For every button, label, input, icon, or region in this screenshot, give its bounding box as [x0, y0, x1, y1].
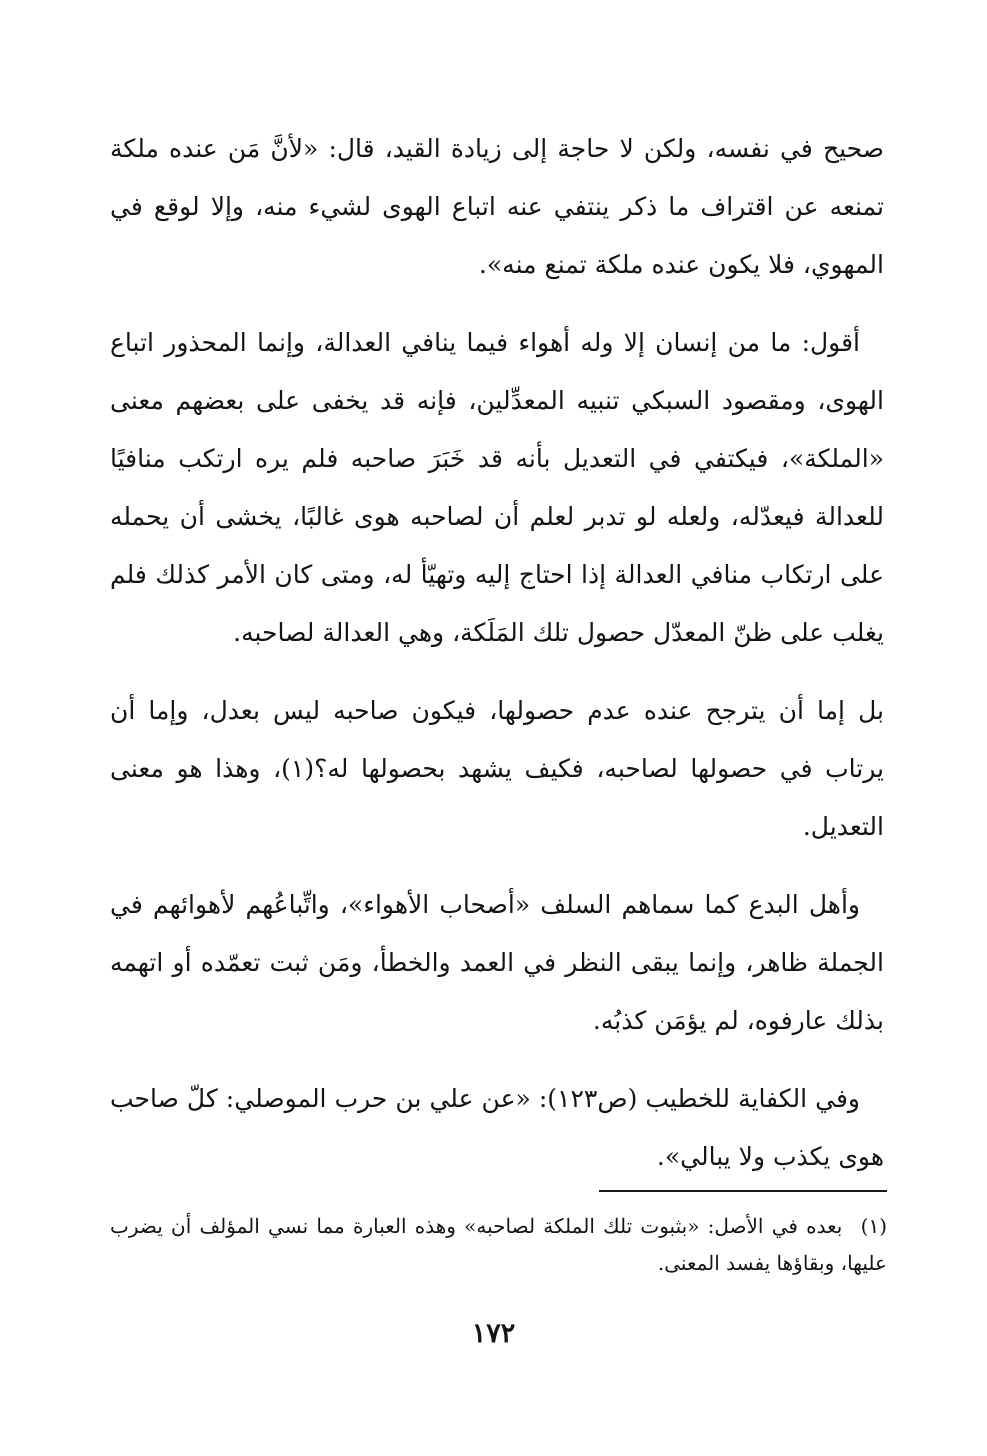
paragraph-bal-imma: بل إما أن يترجح عنده عدم حصولها، فيكون صاحبه ليس بعدل، وإما أن يرتاب في حصولها لصاحبه، فكيف يشهد بحصولها له؟(١)، وهذا هو معنى التعديل.: [110, 696, 885, 841]
paragraph-al-kifaya: وفي الكفاية للخطيب (ص١٢٣): «عن علي بن حرب الموصلي: كلّ صاحب هوى يكذب ولا يبالي».: [110, 1084, 884, 1171]
footnote-separator: [599, 1190, 887, 1192]
paragraph-aqulu: أقول: ما من إنسان إلا وله أهواء فيما ينافي العدالة، وإنما المحذور اتباع الهوى، ومقصود السبكي تنبيه المعدِّلين، فإنه قد يخفى على بعضهم معنى «الملكة»، فيكتفي في التعديل بأنه قد خَبَرَ صاحبه فلم يره ارتكب منافيًا للعدالة فيعدّله، ولعله لو تدبر لعلم أن لصاحبه هوى غالبًا، يخشى أن يحمله على ارتكاب منافي العدالة إذا احتاج إليه وتهيّأ له، ومتى كان الأمر كذلك فلم يغلب على ظنّ المعدّل حصول تلك المَلَكة، وهي العدالة لصاحبه.: [110, 328, 884, 647]
footnote-text: بعده في الأصل: «بثبوت تلك الملكة لصاحبه» وهذه العبارة مما نسي المؤلف أن يضرب عليها، وبقاؤها يفسد المعنى.: [110, 1214, 887, 1275]
page-number: ١٧٢: [471, 1318, 516, 1349]
paragraph-ahl-al-bida: وأهل البدع كما سماهم السلف «أصحاب الأهواء»، واتِّباعُهم لأهوائهم في الجملة ظاهر، وإنما يبقى النظر في العمد والخطأ، ومَن ثبت تعمّده أو اتهمه بذلك عارفوه، لم يؤمَن كذبُه.: [110, 890, 884, 1035]
footnote: [110, 1208, 887, 1282]
footnote-marker: (١): [860, 1214, 887, 1238]
paragraph-continuation: صحيح في نفسه، ولكن لا حاجة إلى زيادة القيد، قال: «لأنَّ مَن عنده ملكة تمنعه عن اقتراف ما ذكر ينتفي عنه اتباع الهوى لشيء منه، وإلا لوقع في المهوي، فلا يكون عنده ملكة تمنع منه».: [110, 134, 884, 279]
